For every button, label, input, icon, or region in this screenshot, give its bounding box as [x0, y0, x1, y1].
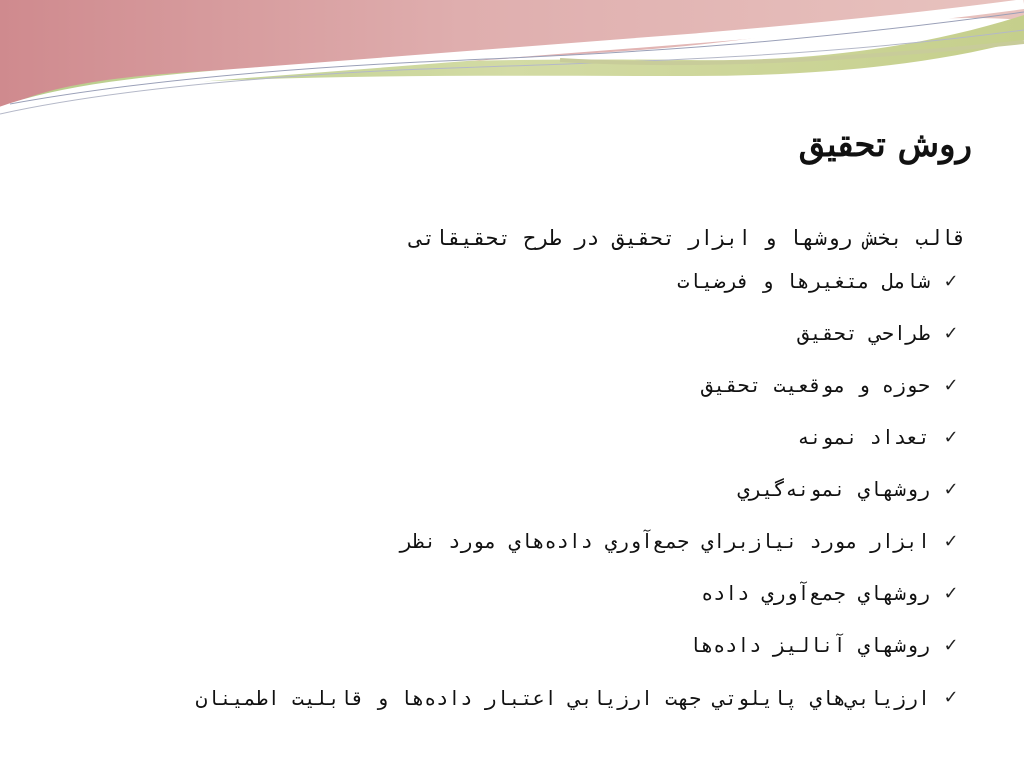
list-item [2, 476, 962, 503]
checkmark-icon: ✓ [943, 531, 959, 552]
list-item-text: تعداد نمونه [797, 425, 930, 449]
list-item [2, 268, 962, 295]
bullet-list [2, 268, 962, 750]
list-item-text: طراحي تحقیق [797, 321, 930, 345]
list-item-text: شامل متغیرها و فرضیات [677, 269, 930, 293]
list-item-text: ارزيابي‌هاي پايلوتي جهت ارزيابي اعتبار داده‌ها و قابليت اطمينان [195, 686, 930, 710]
list-item [2, 632, 962, 659]
checkmark-icon: ✓ [943, 687, 959, 708]
slide-title: روش تحقیق [798, 125, 972, 165]
checkmark-icon: ✓ [943, 635, 959, 656]
list-item-text: روشهاي آنالیز داده‌ها [689, 633, 930, 657]
list-item [2, 424, 962, 451]
list-item [2, 372, 962, 399]
list-item-text: روشهاي نمونه‌گیري [737, 477, 930, 501]
list-item [2, 528, 962, 555]
checkmark-icon: ✓ [943, 479, 959, 500]
checkmark-icon: ✓ [943, 583, 959, 604]
list-item [2, 580, 962, 607]
checkmark-icon: ✓ [943, 375, 959, 396]
intro-line: قالب بخش روشها و ابزار تحقیق در طرح تحقیقاتی [409, 226, 966, 250]
header-wave-decoration [0, 0, 1024, 130]
list-item-text: حوزه و موقعیت تحقیق [701, 373, 930, 397]
list-item-text: ابزار مورد نیازبراي جمع‌آوري داده‌هاي مورد نظر [400, 529, 930, 553]
list-item [2, 320, 962, 347]
checkmark-icon: ✓ [943, 271, 959, 292]
checkmark-icon: ✓ [943, 427, 959, 448]
list-item [2, 684, 962, 725]
list-item-text: روشهاي جمع‌آوري داده [701, 581, 930, 605]
checkmark-icon: ✓ [943, 323, 959, 344]
